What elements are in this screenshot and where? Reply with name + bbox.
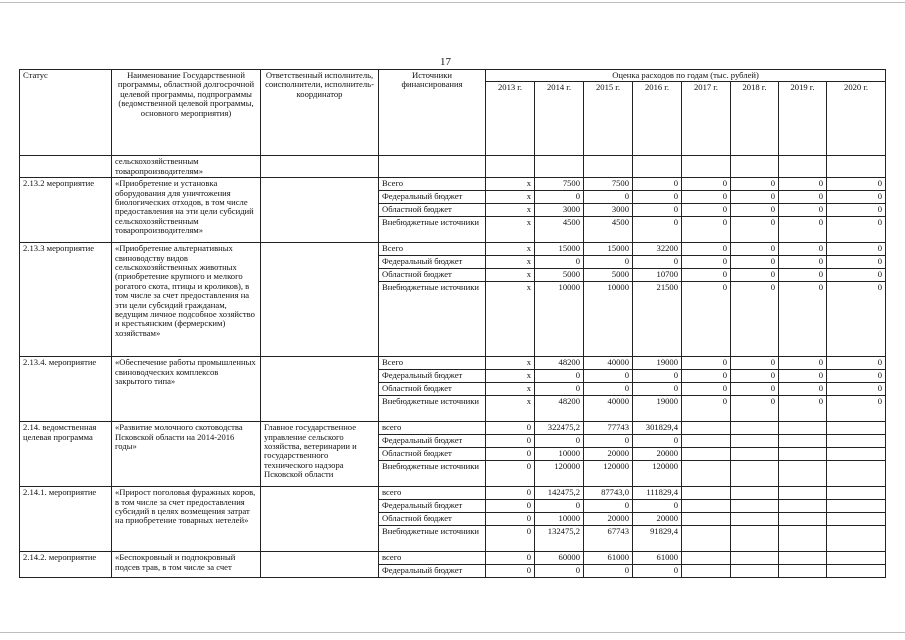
table-row	[20, 552, 886, 565]
value-cell	[779, 448, 827, 461]
value-cell: 0	[682, 357, 731, 370]
source-cell: Областной бюджет	[379, 269, 486, 282]
status-cell: 2.14.1. мероприятие	[20, 487, 112, 552]
value-cell: 0	[584, 370, 633, 383]
value-cell: 4500	[535, 217, 584, 243]
value-cell: 48200	[535, 396, 584, 422]
value-cell: 61000	[584, 552, 633, 565]
name-cell: «Беспокровный и подпокровный подсев трав, в том числе за счет	[112, 552, 261, 578]
value-cell: 0	[682, 256, 731, 269]
value-cell: 322475,2	[535, 422, 584, 435]
value-cell: 0	[779, 282, 827, 357]
source-cell: Федеральный бюджет	[379, 565, 486, 578]
value-cell: 0	[731, 282, 779, 357]
value-cell: 0	[827, 396, 886, 422]
value-cell: 0	[682, 396, 731, 422]
value-cell: 120000	[584, 461, 633, 487]
value-cell: 19000	[633, 357, 682, 370]
value-cell: х	[486, 256, 535, 269]
value-cell: 0	[731, 243, 779, 256]
value-cell: х	[486, 243, 535, 256]
source-cell: Всего	[379, 357, 486, 370]
header-year: 2017 г.	[682, 82, 731, 156]
value-cell	[682, 565, 731, 578]
value-cell	[731, 422, 779, 435]
value-cell: 0	[486, 435, 535, 448]
source-cell: всего	[379, 422, 486, 435]
value-cell: х	[486, 178, 535, 191]
value-cell	[682, 500, 731, 513]
value-cell: 0	[827, 191, 886, 204]
name-cell: «Развитие молочного скотоводства Псковской области на 2014-2016 годы»	[112, 422, 261, 487]
header-estimate: Оценка расходов по годам (тыс. рублей)	[486, 70, 886, 82]
value-cell: 0	[779, 357, 827, 370]
value-cell: х	[486, 204, 535, 217]
value-cell	[779, 500, 827, 513]
value-cell: 10000	[535, 282, 584, 357]
value-cell: 0	[633, 565, 682, 578]
value-cell: 0	[827, 269, 886, 282]
value-cell: 111829,4	[633, 487, 682, 500]
responsible-cell	[261, 487, 379, 552]
continuation-text: сельскохозяйственным товаропроизводителям»	[112, 156, 261, 178]
value-cell	[731, 565, 779, 578]
value-cell: 0	[535, 435, 584, 448]
value-cell: 61000	[633, 552, 682, 565]
value-cell: х	[486, 383, 535, 396]
value-cell: 0	[633, 204, 682, 217]
name-cell: «Приобретение и установка оборудования для уничтожения биологических отходов, в том числе предоставления на эти цели субсидий сельскохозяйственным товаропроизводителям»	[112, 178, 261, 243]
value-cell: 0	[584, 191, 633, 204]
value-cell: 0	[633, 178, 682, 191]
status-cell: 2.13.4. мероприятие	[20, 357, 112, 422]
source-cell: Областной бюджет	[379, 448, 486, 461]
value-cell: 10000	[535, 448, 584, 461]
value-cell: 0	[779, 204, 827, 217]
source-cell: Федеральный бюджет	[379, 500, 486, 513]
value-cell: 0	[827, 256, 886, 269]
value-cell: 0	[827, 370, 886, 383]
value-cell	[779, 461, 827, 487]
value-cell	[779, 487, 827, 500]
value-cell: 20000	[633, 448, 682, 461]
status-cell: 2.14.2. мероприятие	[20, 552, 112, 578]
value-cell: 3000	[535, 204, 584, 217]
name-cell: «Обеспечение работы промышленных свиноводческих комплексов закрытого типа»	[112, 357, 261, 422]
value-cell	[827, 513, 886, 526]
value-cell: 7500	[535, 178, 584, 191]
value-cell	[779, 435, 827, 448]
header-status: Статус	[20, 70, 112, 156]
value-cell: 0	[731, 256, 779, 269]
value-cell: 0	[731, 383, 779, 396]
value-cell: 0	[486, 513, 535, 526]
value-cell: х	[486, 191, 535, 204]
value-cell: 0	[584, 256, 633, 269]
value-cell: 5000	[584, 269, 633, 282]
value-cell: 77743	[584, 422, 633, 435]
header-year: 2019 г.	[779, 82, 827, 156]
value-cell: 0	[827, 178, 886, 191]
value-cell: 0	[682, 178, 731, 191]
header-responsible: Ответственный исполнитель, соисполнители, исполнитель-координатор	[261, 70, 379, 156]
value-cell: 120000	[535, 461, 584, 487]
continuation-row	[20, 156, 886, 178]
value-cell: 10000	[535, 513, 584, 526]
value-cell	[682, 461, 731, 487]
value-cell: 0	[486, 565, 535, 578]
responsible-cell	[261, 243, 379, 357]
value-cell: 21500	[633, 282, 682, 357]
value-cell: 0	[535, 565, 584, 578]
header-year: 2015 г.	[584, 82, 633, 156]
budget-table	[19, 69, 886, 578]
responsible-cell	[261, 552, 379, 578]
value-cell: 40000	[584, 396, 633, 422]
value-cell: 0	[682, 217, 731, 243]
value-cell	[779, 422, 827, 435]
value-cell: 0	[731, 191, 779, 204]
value-cell: 10700	[633, 269, 682, 282]
value-cell: 67743	[584, 526, 633, 552]
value-cell: 0	[682, 383, 731, 396]
value-cell	[731, 526, 779, 552]
value-cell: 20000	[584, 513, 633, 526]
value-cell: 0	[731, 178, 779, 191]
value-cell: 0	[486, 500, 535, 513]
value-cell	[779, 552, 827, 565]
value-cell: 0	[535, 500, 584, 513]
value-cell	[731, 552, 779, 565]
value-cell	[682, 448, 731, 461]
source-cell: Областной бюджет	[379, 383, 486, 396]
value-cell: 0	[486, 526, 535, 552]
value-cell: 0	[584, 500, 633, 513]
value-cell	[827, 526, 886, 552]
value-cell: 0	[731, 396, 779, 422]
value-cell: 142475,2	[535, 487, 584, 500]
value-cell: 0	[827, 204, 886, 217]
value-cell: 0	[779, 396, 827, 422]
value-cell: 0	[682, 282, 731, 357]
value-cell: 0	[486, 461, 535, 487]
table-row	[20, 487, 886, 500]
header-name: Наименование Государственной программы, областной долгосрочной целевой программы, подпрограммы (ведомственной целевой программы, основного мероприятия)	[112, 70, 261, 156]
value-cell: 0	[633, 370, 682, 383]
value-cell: 0	[827, 357, 886, 370]
value-cell: 0	[682, 243, 731, 256]
value-cell	[731, 448, 779, 461]
value-cell: 0	[779, 217, 827, 243]
header-year: 2016 г.	[633, 82, 682, 156]
value-cell: 48200	[535, 357, 584, 370]
value-cell: 0	[633, 500, 682, 513]
table-row	[20, 178, 886, 191]
source-cell: Федеральный бюджет	[379, 191, 486, 204]
value-cell	[827, 487, 886, 500]
header-sources: Источники финансирования	[379, 70, 486, 156]
value-cell: 0	[682, 269, 731, 282]
value-cell: 0	[779, 370, 827, 383]
source-cell: Всего	[379, 243, 486, 256]
value-cell: 0	[486, 487, 535, 500]
name-cell: «Приобретение альтернативных свиноводству видов сельскохозяйственных животных (приобретение крупного и мелкого рогатого скота, птицы и кроликов), в том числе за счет предоставления на эти цели субсидий гражданам, ведущим личное подсобное хозяйство и крестьянским (фермерским) хозяйствам»	[112, 243, 261, 357]
header-year: 2020 г.	[827, 82, 886, 156]
source-cell: всего	[379, 487, 486, 500]
value-cell: 0	[779, 256, 827, 269]
value-cell: 10000	[584, 282, 633, 357]
value-cell: 20000	[584, 448, 633, 461]
value-cell	[682, 435, 731, 448]
value-cell: х	[486, 370, 535, 383]
table-row	[20, 422, 886, 435]
value-cell: 15000	[535, 243, 584, 256]
value-cell	[731, 487, 779, 500]
value-cell: 4500	[584, 217, 633, 243]
value-cell: 60000	[535, 552, 584, 565]
value-cell: 0	[633, 435, 682, 448]
value-cell	[779, 513, 827, 526]
value-cell	[827, 422, 886, 435]
value-cell: 32200	[633, 243, 682, 256]
value-cell: 0	[731, 269, 779, 282]
table-body	[20, 70, 886, 578]
status-cell: 2.13.3 мероприятие	[20, 243, 112, 357]
source-cell: Федеральный бюджет	[379, 256, 486, 269]
value-cell: 0	[731, 357, 779, 370]
source-cell: Внебюджетные источники	[379, 282, 486, 357]
value-cell	[827, 461, 886, 487]
header-year: 2018 г.	[731, 82, 779, 156]
value-cell: 0	[682, 191, 731, 204]
value-cell: 0	[486, 448, 535, 461]
value-cell: 15000	[584, 243, 633, 256]
source-cell: Внебюджетные источники	[379, 217, 486, 243]
value-cell: 0	[486, 422, 535, 435]
name-cell: «Прирост поголовья фуражных коров, в том числе за счет предоставления субсидий в целях возмещения затрат на приобретение товарных нетелей»	[112, 487, 261, 552]
value-cell: 0	[584, 383, 633, 396]
value-cell: 0	[633, 191, 682, 204]
value-cell: 0	[633, 383, 682, 396]
value-cell	[779, 526, 827, 552]
value-cell: 0	[827, 217, 886, 243]
value-cell: 0	[633, 217, 682, 243]
value-cell: 0	[584, 565, 633, 578]
page-number: 17	[440, 56, 451, 68]
value-cell	[731, 500, 779, 513]
value-cell	[731, 435, 779, 448]
value-cell: 0	[535, 256, 584, 269]
value-cell: 0	[535, 370, 584, 383]
value-cell: 0	[827, 243, 886, 256]
value-cell: 19000	[633, 396, 682, 422]
source-cell: Областной бюджет	[379, 204, 486, 217]
value-cell	[682, 552, 731, 565]
value-cell: 0	[779, 243, 827, 256]
value-cell: 87743,0	[584, 487, 633, 500]
value-cell: х	[486, 282, 535, 357]
value-cell: 91829,4	[633, 526, 682, 552]
value-cell: 0	[731, 370, 779, 383]
value-cell: 0	[779, 191, 827, 204]
value-cell: 20000	[633, 513, 682, 526]
value-cell: 0	[682, 370, 731, 383]
value-cell: 7500	[584, 178, 633, 191]
value-cell	[827, 435, 886, 448]
header-row	[20, 70, 886, 82]
source-cell: всего	[379, 552, 486, 565]
value-cell: 301829,4	[633, 422, 682, 435]
value-cell: х	[486, 217, 535, 243]
value-cell: 40000	[584, 357, 633, 370]
scan-edge-bottom	[0, 632, 905, 633]
value-cell: 0	[827, 282, 886, 357]
value-cell: 5000	[535, 269, 584, 282]
value-cell	[827, 500, 886, 513]
scan-edge-top	[0, 2, 905, 3]
value-cell: 0	[486, 552, 535, 565]
value-cell: 0	[682, 204, 731, 217]
value-cell: 132475,2	[535, 526, 584, 552]
value-cell	[779, 565, 827, 578]
value-cell	[682, 513, 731, 526]
source-cell: Областной бюджет	[379, 513, 486, 526]
table-row	[20, 243, 886, 256]
value-cell: 0	[535, 383, 584, 396]
value-cell: х	[486, 269, 535, 282]
source-cell: Внебюджетные источники	[379, 461, 486, 487]
value-cell: 120000	[633, 461, 682, 487]
source-cell: Внебюджетные источники	[379, 396, 486, 422]
value-cell: 0	[731, 204, 779, 217]
value-cell	[682, 487, 731, 500]
source-cell: Всего	[379, 178, 486, 191]
value-cell	[827, 565, 886, 578]
source-cell: Федеральный бюджет	[379, 370, 486, 383]
value-cell	[827, 552, 886, 565]
value-cell	[731, 461, 779, 487]
header-year: 2014 г.	[535, 82, 584, 156]
value-cell: 0	[779, 383, 827, 396]
value-cell	[731, 513, 779, 526]
header-year: 2013 г.	[486, 82, 535, 156]
value-cell: 0	[731, 217, 779, 243]
value-cell: х	[486, 396, 535, 422]
value-cell: 0	[779, 178, 827, 191]
value-cell: 0	[779, 269, 827, 282]
table-row	[20, 357, 886, 370]
status-cell: 2.13.2 мероприятие	[20, 178, 112, 243]
value-cell: х	[486, 357, 535, 370]
value-cell: 0	[584, 435, 633, 448]
status-cell: 2.14. ведомственная целевая программа	[20, 422, 112, 487]
value-cell: 0	[633, 256, 682, 269]
value-cell: 3000	[584, 204, 633, 217]
value-cell	[827, 448, 886, 461]
source-cell: Внебюджетные источники	[379, 526, 486, 552]
responsible-cell	[261, 357, 379, 422]
responsible-cell	[261, 178, 379, 243]
value-cell	[682, 526, 731, 552]
source-cell: Федеральный бюджет	[379, 435, 486, 448]
value-cell: 0	[535, 191, 584, 204]
responsible-cell: Главное государственное управление сельского хозяйства, ветеринарии и государственного технического надзора Псковской области	[261, 422, 379, 487]
value-cell: 0	[827, 383, 886, 396]
value-cell	[682, 422, 731, 435]
